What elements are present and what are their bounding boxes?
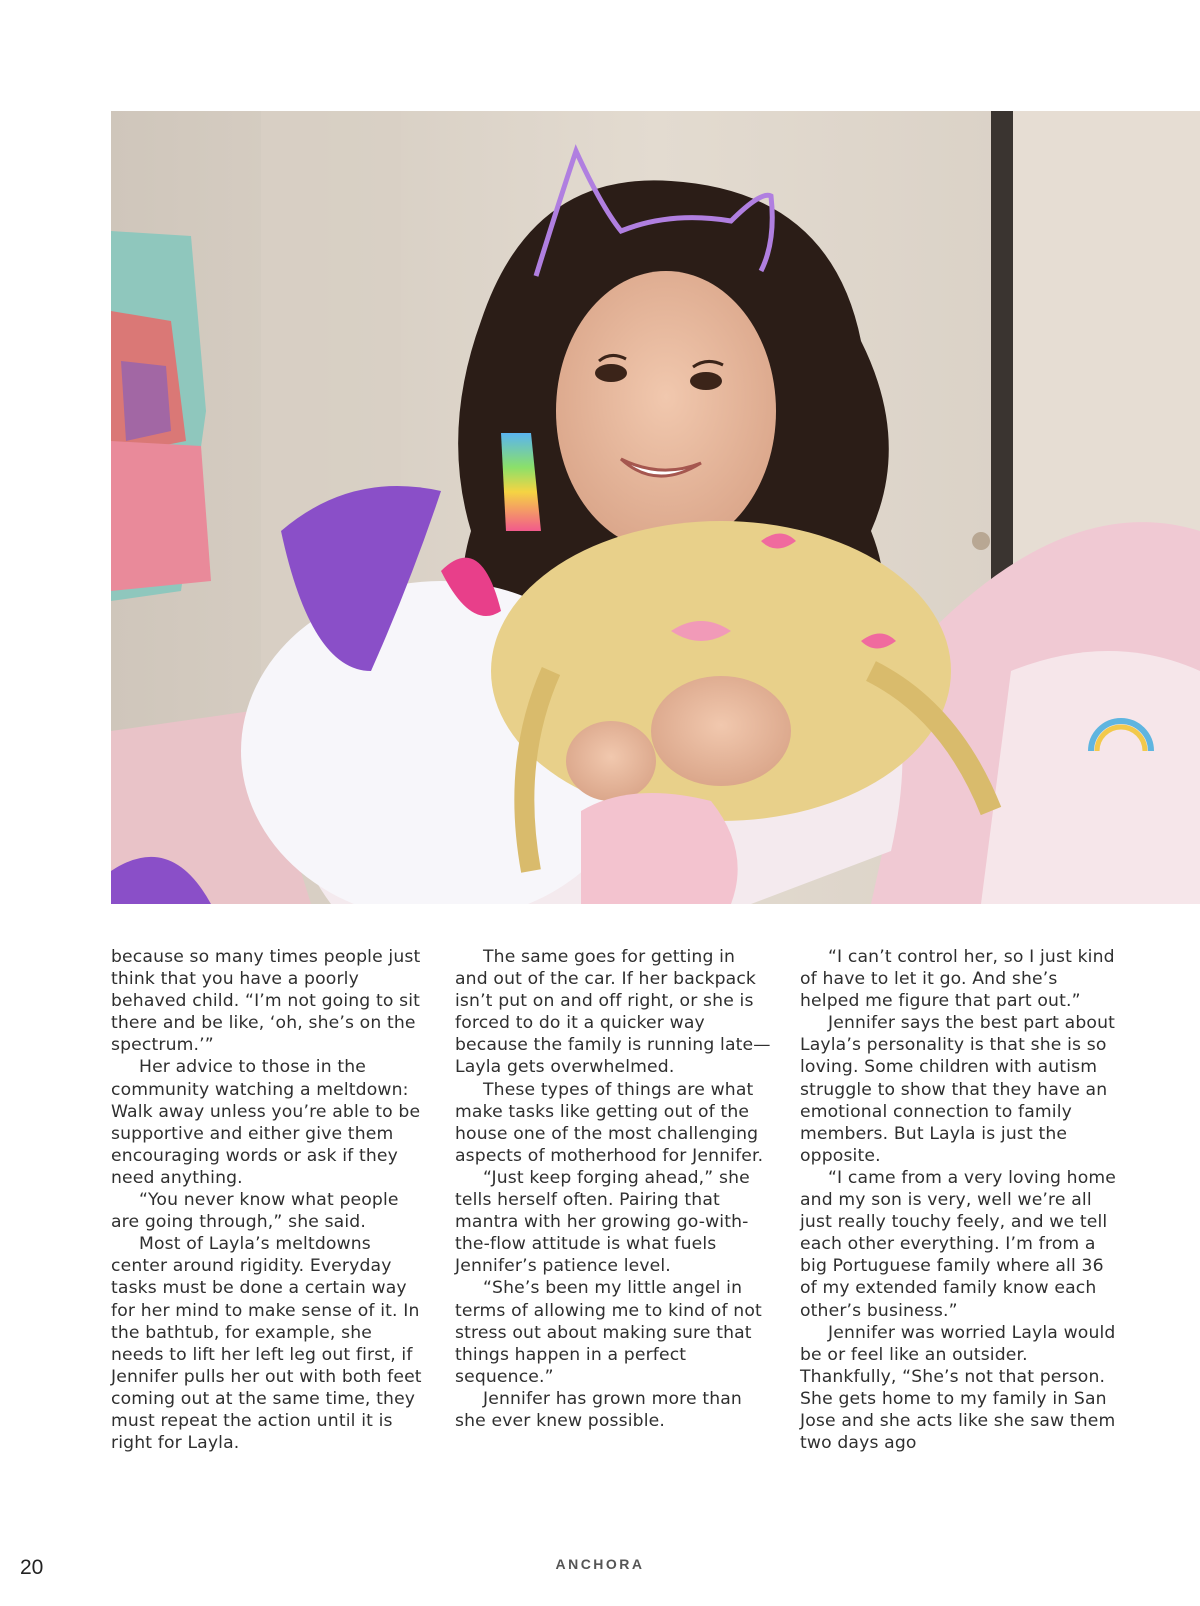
article-paragraph: Her advice to those in the community watching a meltdown: Walk away unless you’re able to be supportive and either give them encouraging words or ask if they need anything.	[111, 1057, 421, 1188]
article-paragraph: Jennifer has grown more than she ever knew possible.	[455, 1388, 742, 1431]
article-paragraph: “I came from a very loving home and my son is very, well we’re all just really touchy feely, and we tell each other everything. I’m from a big Portuguese family where all 36 of my extended family know each other’s business.”	[800, 1167, 1116, 1321]
page-number: 20	[20, 1556, 44, 1579]
article-paragraph: “You never know what people are going through,” she said.	[111, 1190, 399, 1233]
article-paragraph: “I can’t control her, so I just kind of have to let it go. And she’s helped me figure that part out.”	[800, 947, 1115, 1012]
article-paragraph: These types of things are what make tasks like getting out of the house one of the most challenging aspects of motherhood for Jennifer.	[455, 1079, 764, 1166]
girl-hugging-unicorn-and-doll-icon	[111, 111, 1200, 904]
article-paragraph: because so many times people just think that you have a poorly behaved child. “I’m not going to sit there and be like, ‘oh, she’s on the spectrum.’”	[111, 947, 421, 1056]
article-paragraph: “Just keep forging ahead,” she tells herself often. Pairing that mantra with her growing go-with-the-flow attitude is what fuels Jennifer’s patience level.	[455, 1167, 750, 1277]
article-column-1	[111, 946, 429, 1454]
article-paragraph: Most of Layla’s meltdowns center around rigidity. Everyday tasks must be done a certain way for her mind to make sense of it. In the bathtub, for example, she needs to lift her left leg out first, if Jennifer pulls her out with both feet coming out at the same time, they must repeat the action until it is right for Layla.	[111, 1234, 422, 1454]
article-column-2	[455, 946, 773, 1432]
article-paragraph: Jennifer was worried Layla would be or feel like an outsider. Thankfully, “She’s not that person. She gets home to my family in San Jose and she acts like she saw them two days ago	[800, 1322, 1116, 1454]
article-paragraph: “She’s been my little angel in terms of allowing me to kind of not stress out about making sure that things happen in a perfect sequence.”	[455, 1278, 762, 1387]
magazine-name: ANCHORA	[555, 1556, 645, 1572]
feature-photo	[111, 111, 1200, 904]
article-column-3	[800, 946, 1118, 1454]
article-paragraph: Jennifer says the best part about Layla’s personality is that she is so loving. Some children with autism struggle to show that they have an emotional connection to family members. But Layla is just the opposite.	[800, 1013, 1115, 1166]
article-paragraph: The same goes for getting in and out of the car. If her backpack isn’t put on and off right, or she is forced to do it a quicker way because the family is running late—Layla gets overwhelmed.	[455, 947, 771, 1078]
